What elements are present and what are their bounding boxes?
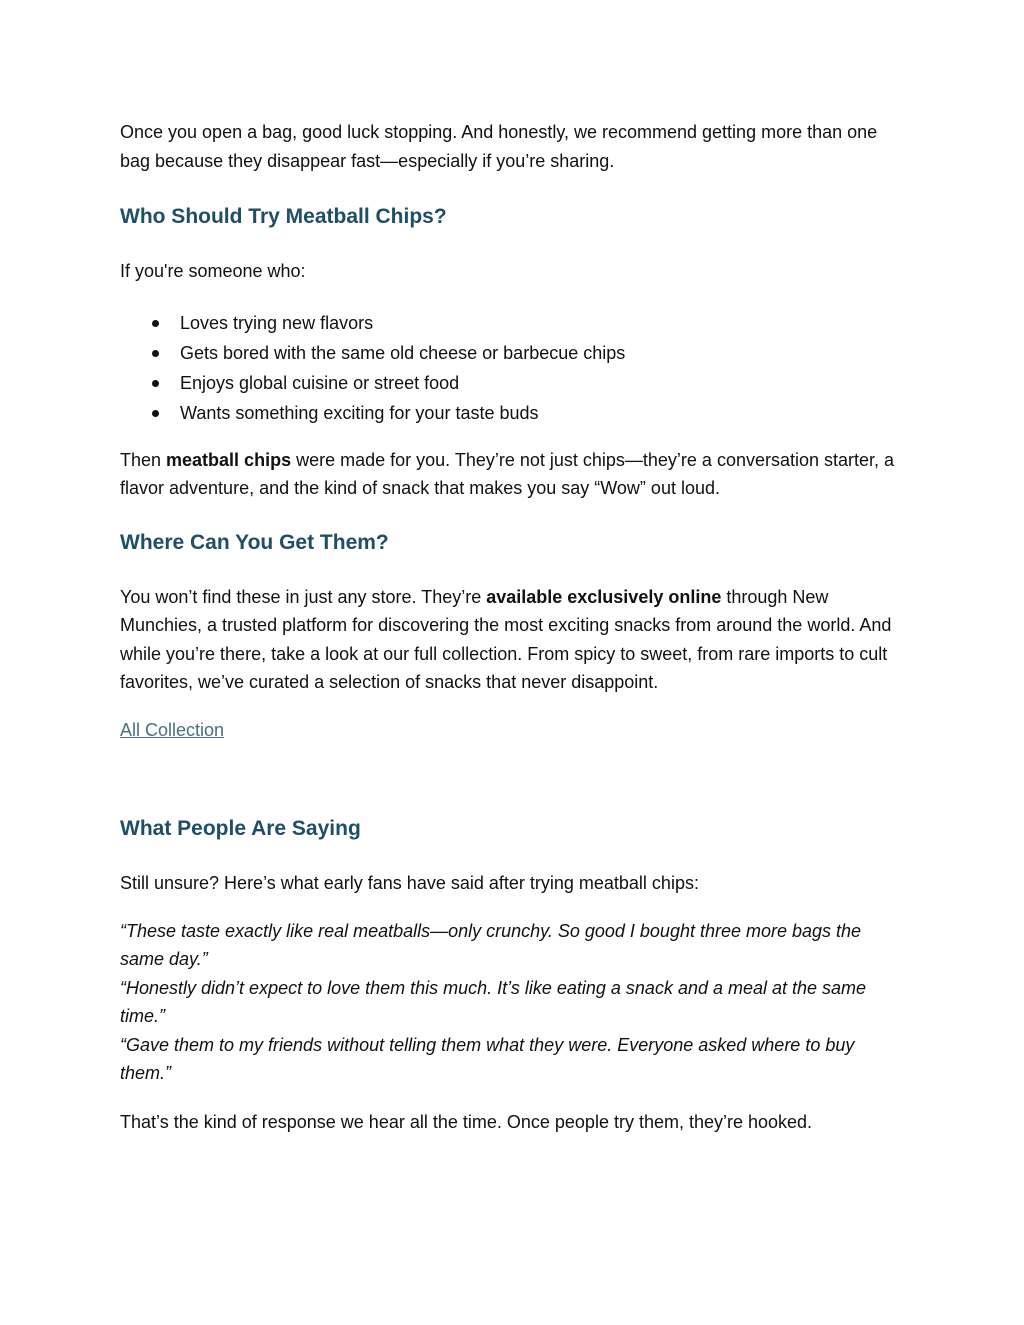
where-text-end: through New Munchies, a trusted platform for discovering the most exciting snacks from around the world. And while you’re there, take a look at our full collection. From spicy to sweet, from rare imports to cult favorites, we’ve curated a selection of snacks that never disappoint. (120, 586, 892, 692)
all-collection-link[interactable]: All Collection (120, 719, 225, 740)
bullet-dot-icon (152, 380, 159, 387)
link-paragraph (120, 716, 910, 745)
then-text-start: Then (120, 449, 167, 470)
saying-lead-text: Still unsure? Here’s what early fans have said after trying meatball chips: (120, 873, 699, 893)
who-should-try-heading: Who Should Try Meatball Chips? (120, 205, 447, 228)
bullet-dot-icon (152, 350, 159, 357)
what-people-saying-heading: What People Are Saying (120, 817, 361, 840)
then-paragraph (120, 446, 910, 503)
testimonial-quote: “Honestly didn’t expect to love them this much. It’s like eating a snack and a meal at the same time.” (120, 977, 867, 1026)
bullet-item (120, 308, 910, 338)
bullet-item (120, 398, 910, 428)
where-paragraph (120, 583, 910, 697)
bullet-text: Loves trying new flavors (180, 312, 374, 333)
bullet-item (120, 368, 910, 398)
who-bullet-list (120, 308, 910, 428)
testimonial-quotes (120, 917, 910, 1088)
where-heading: Where Can You Get Them? (120, 530, 389, 554)
then-bold-text: meatball chips (166, 449, 292, 470)
bullet-text: Wants something exciting for your taste buds (180, 402, 539, 423)
bullet-text: Gets bored with the same old cheese or barbecue chips (180, 342, 626, 363)
document-page (120, 118, 910, 1136)
where-bold-text: available exclusively online (486, 586, 722, 607)
bullet-dot-icon (152, 410, 159, 417)
testimonial-quote: “These taste exactly like real meatballs—only crunchy. So good I bought three more bags the same day.” (120, 920, 862, 969)
then-text-end: were made for you. They’re not just chips—they’re a conversation starter, a flavor adventure, and the kind of snack that makes you say “Wow” out loud. (120, 449, 895, 498)
where-text-start: You won’t find these in just any store. They’re (120, 586, 487, 607)
intro-paragraph: Once you open a bag, good luck stopping. And honestly, we recommend getting more than one bag because they disappear fast—especially if you’re sharing. (120, 122, 878, 171)
bullet-item (120, 338, 910, 368)
bullet-text: Enjoys global cuisine or street food (180, 372, 460, 393)
closing-paragraph: That’s the kind of response we hear all the time. Once people try them, they’re hooked. (120, 1111, 813, 1132)
testimonial-quote: “Gave them to my friends without telling them what they were. Everyone asked where to buy them.” (120, 1034, 855, 1083)
bullet-dot-icon (152, 320, 159, 327)
who-lead-text: If you're someone who: (120, 261, 306, 281)
